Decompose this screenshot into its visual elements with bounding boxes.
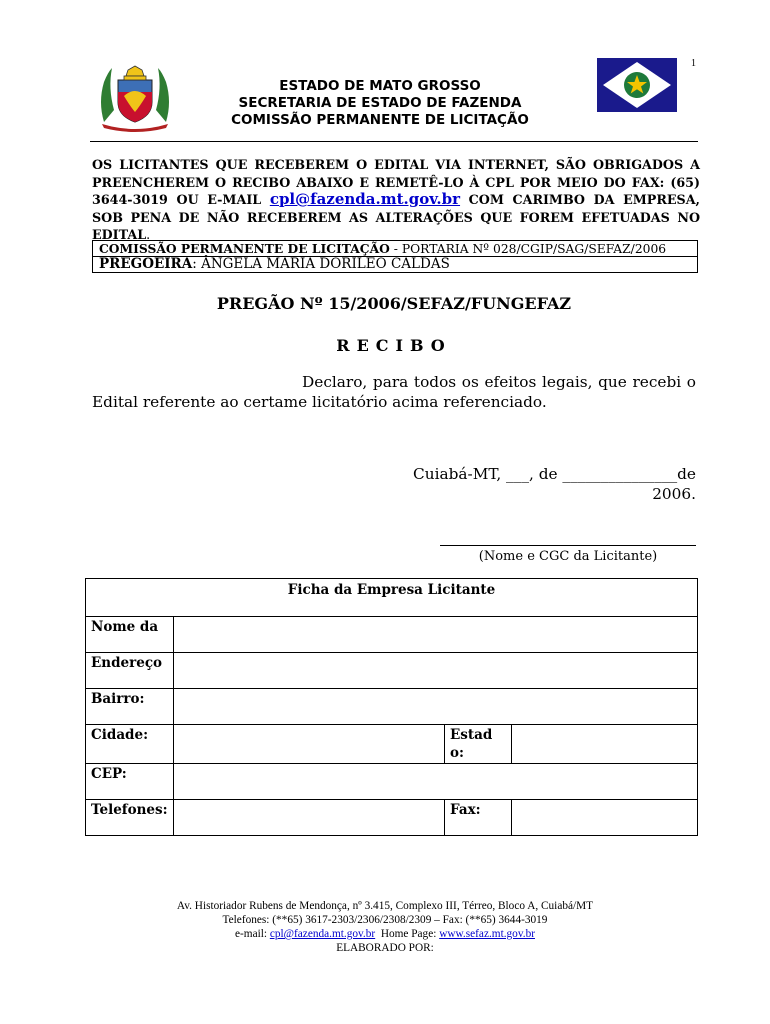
place-date-line2: 2006.: [652, 485, 696, 503]
notice-text: [92, 156, 700, 244]
input-cep[interactable]: [174, 764, 698, 800]
label-bairro: Bairro:: [86, 689, 174, 725]
header-rule: [90, 141, 698, 142]
form-row-telefones: [86, 800, 698, 836]
footer: [90, 899, 680, 955]
form-row-endereco: [86, 653, 698, 689]
place-date: [300, 464, 696, 504]
input-cidade[interactable]: [174, 725, 445, 764]
signature-label: (Nome e CGC da Licitante): [478, 549, 658, 564]
page-number: 1: [691, 58, 696, 69]
footer-elaborado: ELABORADO POR:: [336, 942, 434, 954]
header-titles: [180, 78, 580, 129]
label-cep: CEP:: [86, 764, 174, 800]
label-cidade: Cidade:: [86, 725, 174, 764]
header-secretariat: SECRETARIA DE ESTADO DE FAZENDA: [238, 95, 522, 111]
notice-text-start: OS LICITANTES QUE RECEBEREM O EDITAL VIA INTERNET, SÃO OBRIGADOS A PREENCHEREM O RECIBO ABAIXO E REMETÊ-LO À CPL POR MEIO DO FAX: (65) 3644-3019 OU E-MAIL: [92, 157, 700, 208]
form-row-bairro: [86, 689, 698, 725]
notice-email-link[interactable]: cpl@fazenda.mt.gov.br: [269, 190, 461, 209]
footer-homepage-label: Home Page:: [375, 928, 440, 940]
notice-period: .: [146, 227, 151, 243]
input-bairro[interactable]: [174, 689, 698, 725]
coat-of-arms-icon: [94, 62, 176, 132]
declaration-paragraph: Declaro, para todos os efeitos legais, que recebi o Edital referente ao certame licitatório acima referenciado.: [92, 373, 696, 411]
commission-portaria: - PORTARIA Nº 028/CGIP/SAG/SEFAZ/2006: [389, 242, 667, 256]
header-commission: COMISSÃO PERMANENTE DE LICITAÇÃO: [231, 112, 529, 128]
input-telefones[interactable]: [174, 800, 445, 836]
commission-box: [92, 240, 698, 273]
label-endereco: Endereço: [86, 653, 174, 689]
header-state: ESTADO DE MATO GROSSO: [279, 78, 481, 94]
footer-contact: [90, 927, 680, 941]
form-row-cep: [86, 764, 698, 800]
form-row-nome: [86, 617, 698, 653]
form-title: Ficha da Empresa Licitante: [86, 579, 698, 617]
input-nome[interactable]: [174, 617, 698, 653]
place-date-line1: Cuiabá-MT, ___, de _______________de: [413, 465, 696, 483]
recibo-title: RECIBO: [336, 336, 452, 355]
form-row-cidade: [86, 725, 698, 764]
footer-email-link[interactable]: cpl@fazenda.mt.gov.br: [269, 928, 376, 940]
pregoeira-row: [93, 256, 697, 272]
input-estado[interactable]: [512, 725, 698, 764]
input-fax[interactable]: [512, 800, 698, 836]
declaration-text: [92, 372, 696, 412]
signature-line: [440, 545, 696, 546]
pregoeira-label: PREGOEIRA: [99, 256, 193, 272]
footer-homepage-link[interactable]: www.sefaz.mt.gov.br: [439, 928, 535, 940]
footer-email-label: e-mail:: [235, 928, 270, 940]
company-form-table: [85, 578, 698, 836]
commission-row: [93, 241, 697, 256]
notice-text-end: COM CARIMBO DA EMPRESA, SOB PENA DE NÃO RECEBEREM AS ALTERAÇÕES QUE FOREM EFETUADAS NO EDITAL: [92, 192, 700, 243]
pregoeira-name: : ÂNGELA MARIA DORILEO CALDAS: [192, 256, 450, 272]
commission-label: COMISSÃO PERMANENTE DE LICITAÇÃO: [99, 241, 390, 256]
mato-grosso-flag-icon: [597, 58, 677, 112]
label-nome: Nome da: [86, 617, 174, 653]
footer-phones: Telefones: (**65) 3617-2303/2306/2308/2309 – Fax: (**65) 3644-3019: [222, 914, 548, 926]
pregao-title: PREGÃO Nº 15/2006/SEFAZ/FUNGEFAZ: [216, 294, 572, 313]
input-endereco[interactable]: [174, 653, 698, 689]
label-fax: Fax:: [445, 800, 512, 836]
footer-address: Av. Historiador Rubens de Mendonça, nº 3.415, Complexo III, Térreo, Bloco A, Cuiabá/MT: [176, 900, 594, 912]
form-title-row: [86, 579, 698, 617]
label-estado: Estado:: [445, 725, 512, 764]
label-telefones: Telefones:: [86, 800, 174, 836]
